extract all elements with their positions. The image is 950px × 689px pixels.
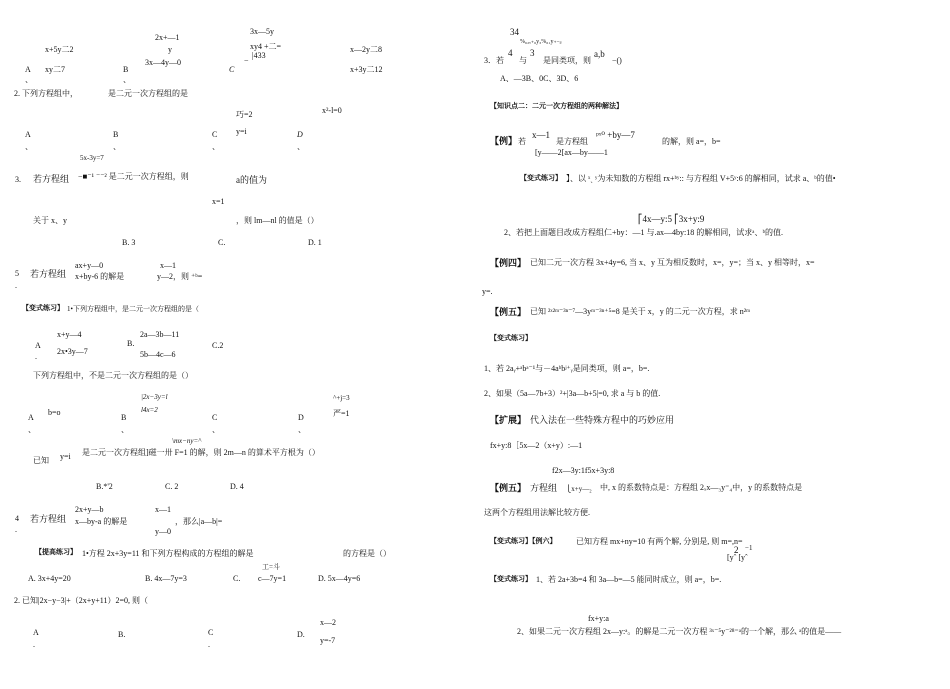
adv-opt-d: D. 5x—4y=6 (318, 574, 361, 583)
q1-opt-a-dot: 、 (25, 75, 33, 84)
q2b-d-eq1: x—2 (320, 618, 336, 627)
ex1-b-eq1: 2a—3b—11 (140, 330, 180, 339)
ex-main-label: 【例】 (490, 136, 518, 146)
known-mx: \mx−ny=^ (172, 437, 202, 445)
q1-opt-b-eq2: 3x—4y—0 (145, 58, 181, 67)
qnot-a-eq: b=o (48, 408, 61, 417)
qnot-d-dot: 、 (298, 425, 306, 434)
adv-opt-a: A. 3x+4y=20 (28, 574, 71, 583)
q3-opt-c: C. (218, 238, 226, 247)
kp2-label: 【知识点二：二元一次方程组的两种解法】 (490, 103, 623, 110)
ex6-text: 已知方程 mx+ny=10 有两个解, 分别是, 则 m=,n= (576, 537, 743, 546)
qnot-d-eq1: ^+j=3 (333, 394, 350, 402)
last-text: 2、如果二元一次方程组 2x—y:ᵃ。的解是二元一次方程 ³ˣ⁻⁵y⁻²⁸⁼ᵃ的一个解，那么 ᵃ的值是—— (517, 627, 842, 636)
known-text: 是二元一次方程组]磁一卅 F=1 的解，则 2m—n 的算术平方根为（） (82, 448, 320, 457)
q3-then: ，则 lm—nl 的值是（） (236, 216, 319, 225)
q3-stem: 若方程组 (33, 174, 70, 184)
ex5b-rest: 中, x 的系数特点是：方程组 2ₓx—₃y⁼₄中，y 的系数特点是 (600, 483, 803, 492)
q3-x-eq: x=1 (212, 197, 225, 206)
qnot-a-dot: 、 (28, 425, 36, 434)
q2b-d: D. (297, 630, 305, 639)
q1-opt-a-eq2: xy二7 (45, 65, 65, 74)
vp1-text: 】、以 ˣˏ ʸ为未知数的方程组 rx+ᵇʸ:: 与方程组 V+5ʸ:6 的解相同，试求 a、ᵇ的值• (566, 174, 836, 183)
qnot-d: D (298, 413, 304, 422)
ex1-c-label: C.2 (212, 341, 224, 350)
rq3-num: 3．若 (484, 56, 504, 65)
q1-opt-c-minus: − (244, 56, 249, 65)
ex1-a-eq1: x+y—4 (57, 330, 82, 339)
q5-sol2: y—2，则 ⁺ᵇ= (157, 272, 203, 281)
q3-tail: a的值为 (236, 175, 267, 185)
q1-opt-d-eq1: x—2y二8 (350, 45, 382, 54)
rq3-same: 是同类项，则 (543, 56, 591, 65)
rq3-top1: 34 (510, 27, 519, 37)
ex-main-mid2: ᵖˣ⁰ +by—7 (596, 130, 635, 140)
ex1-b-eq2: 5b—4c—6 (140, 350, 176, 359)
q1-opt-c-eq1: 3x—5y (250, 27, 274, 36)
qnot-b-dot: 、 (121, 425, 129, 434)
ex-main-mid: x—1 (532, 130, 550, 140)
q2-opt-c-top: 巧=2 (236, 110, 253, 119)
q2-opt-a-dot: 、 (25, 142, 33, 151)
q2b-text: 2. 已知|2x−y−3|+（2x+y+11）2=0, 则（ (14, 596, 148, 605)
vp3-label: 【变式练习】 (490, 335, 532, 342)
q5-sol1: x—1 (160, 261, 176, 270)
q2-opt-b: B (113, 130, 119, 139)
q1-opt-b-dot: 、 (123, 75, 131, 84)
ex6-frac-r: −1 (745, 544, 753, 552)
q4-tail: ，那么|a—b|= (175, 517, 223, 526)
adv-opt-c: C. (233, 574, 241, 583)
qnot-b-eq2: l4x=2 (141, 406, 158, 414)
q2-stem-a: 2. 下列方程组中， (14, 89, 78, 98)
known-opt-d: D. 4 (230, 482, 244, 491)
vp2-sys: ⎡4x—y:5 ⎡3x+y:9 (638, 214, 705, 224)
q2b-d-eq2: y=-7 (320, 636, 336, 645)
ex-main-text2: 是方程组 (556, 137, 588, 146)
q4-sol1: x—1 (155, 505, 171, 514)
q4-eq1: 2x+y—b (75, 505, 104, 514)
ex4-text: 已知二元一次方程 3x+4y=6, 当 x、y 互为相反数时，x=，y=；当 x、y 相等时，x= (530, 258, 815, 267)
q1-opt-c-eq2: xy4 +二= (250, 42, 282, 51)
q5-number: 5 (15, 269, 19, 278)
q1-opt-b-mid: y (168, 45, 172, 54)
ex5b-label: 【例五】 (490, 483, 527, 493)
known-opt-b: B.*'2 (96, 482, 113, 491)
q2-opt-a: A (25, 130, 31, 139)
ex1-b-label: B. (127, 339, 135, 348)
ex6-y-part: [yˆ [yˆ (727, 553, 748, 562)
r2-text: 2、如果（5a—7b+3）²+|3a—b+5|=0, 求 a 与 b 的值. (484, 389, 661, 398)
q2b-b: B. (118, 630, 126, 639)
known-yi: y=i (60, 452, 71, 461)
ex-main-sub: [y——2[ax—by——1 (535, 148, 608, 157)
q4-stem: 若方程组 (30, 514, 67, 524)
q1-opt-a-label: A (25, 65, 31, 74)
q2b-a-dot: . (33, 640, 35, 649)
q2-opt-c: C (212, 130, 218, 139)
ex5b-text: 方程组 (530, 483, 558, 493)
q5-eq1: ax+y—0 (75, 261, 104, 270)
ex1-text: 1•下列方程组中，是二元一次方程组的是（ (67, 305, 199, 313)
rq3-ab: a,b (594, 49, 605, 59)
vp4-text: 1、若 2a+3b=4 和 3a—b=—5 能同时成立，则 a=，b=. (536, 575, 722, 584)
q3-fragment: −■⁻¹ ⁻⁻² 是二元一次方程组，则 (78, 172, 189, 181)
ex-main-text1: 若 (518, 137, 526, 146)
adv-c-top: 工=斗 (262, 563, 280, 571)
adv-tail: 的方程是（） (343, 549, 391, 558)
ex-main-text3: 的解，则 a=，b= (662, 137, 721, 146)
rq3-with: 与 (519, 56, 527, 65)
adv-opt-b: B. 4x—7y=3 (145, 574, 187, 583)
ext-text: 代入法在一些特殊方程中的巧妙应用 (530, 415, 675, 425)
qnot-stem: 下列方程组中，不是二元一次方程组的是（） (33, 371, 193, 380)
q2b-c-dot: . (208, 640, 210, 649)
q1-opt-c-label: C (229, 65, 235, 74)
q2-opt-d-dot: 、 (297, 142, 305, 151)
q5-stem: 若方程组 (30, 269, 67, 279)
q1-opt-b-eq1: 2x+—1 (155, 33, 180, 42)
known-prefix: 已知 (33, 456, 49, 465)
q4-dot: . (15, 525, 17, 534)
qnot-a: A (28, 413, 34, 422)
rq3-top2: %₆₂ₓ₊₆y₃%₆₁y₊₋ᵦ (520, 39, 562, 45)
q2-opt-c-dot: 、 (212, 142, 220, 151)
q2-opt-c-mid: y=i (236, 127, 247, 136)
q5-eq2: x+by-6 的解是 (75, 272, 125, 281)
q2-stem-b: 是二元一次方程组的是 (108, 89, 188, 98)
ex1-a-label: A (35, 341, 41, 350)
ex5b-eq: ⎩x+y—₂ (566, 485, 592, 493)
vp2-text: 2、若把上面题目改成方程组仁+by：—1 与.ax—4by:18 的解相同，试求ᵃ、ᵇ的值. (504, 228, 783, 237)
q2-opt-d-top: x²-l=0 (322, 106, 342, 115)
q2b-a: A (33, 628, 39, 637)
qnot-c: C (212, 413, 218, 422)
sub-eq2: f2x—3y:1f5x+3y:8 (552, 466, 615, 475)
rq3-three: 3 (530, 48, 535, 58)
ext-label: 【扩展】 (490, 415, 527, 425)
adv-label: 【提高练习】 (35, 549, 77, 556)
ex1-a-dot: . (35, 352, 37, 361)
ex5b-line2: 这两个方程组用法解比较方便. (484, 508, 590, 517)
q4-eq2: x—by-a 的解是 (75, 517, 128, 526)
q3-number: 3. (15, 175, 21, 184)
q5-dot: . (15, 281, 17, 290)
rq3-four: 4 (508, 48, 513, 58)
adv-opt-c-eq: c—7y=1 (258, 574, 287, 583)
r1-text: 1、若 2aᵧ+ᵃbᵃ⁻¹与－4aᵇbʲ⁺ᵧ是同类项，则 a=，b=. (484, 364, 650, 373)
qnot-c-dot: 、 (212, 425, 220, 434)
q3-about: 关于 x、y (33, 216, 67, 225)
rq3-options: A、—3B、0C、3D、6 (500, 74, 579, 83)
qnot-b: B (121, 413, 127, 422)
ex6-frac: 2 (734, 545, 739, 555)
qnot-d-eq2: 严=1 (333, 409, 350, 418)
q1-opt-c-eq3: |433 (252, 51, 266, 60)
ex1-a-eq2: 2x•3y—7 (57, 347, 88, 356)
rq3-tail: −() (612, 56, 622, 65)
q3-formula: 5x-3y=7 (80, 154, 104, 162)
adv-text: 1•方程 2x+3y=11 和下列方程构成的方程组的解是 (82, 549, 254, 558)
q4-sol2: y—0 (155, 527, 171, 536)
ex1-label: 【变式练习】 (22, 305, 64, 312)
ex6-label: 【变式练习】【例六】 (490, 538, 557, 545)
ex4-label: 【例四】 (490, 258, 527, 268)
ex5-label: 【例五】 (490, 307, 527, 317)
vp4-label: 【变式练习】 (490, 576, 532, 583)
vp1-label: 【变式练习】 (520, 175, 562, 182)
q2-opt-d: D (297, 130, 303, 139)
q3-opt-b: B. 3 (122, 238, 136, 247)
ex4-y: y=. (482, 287, 493, 296)
q3-opt-d: D. 1 (308, 238, 322, 247)
ex5-text: 已知 ²ˣ²ᵐ⁻³ⁿ⁻⁷—3yᵐ⁻³ⁿ⁺⁵=8 是关于 x，y 的二元一次方程，求 n²ᵐ (530, 307, 751, 316)
last-sys: fx+y:a (588, 614, 609, 623)
known-opt-c: C. 2 (165, 482, 179, 491)
sub-eq1: fx+y:8［5x—2（x+y）:—1 (490, 441, 583, 450)
q2-opt-b-dot: 、 (113, 142, 121, 151)
q1-opt-d-eq2: x+3y二12 (350, 65, 383, 74)
q2b-c: C (208, 628, 214, 637)
q1-opt-a-eq1: x+5y二2 (45, 45, 74, 54)
qnot-b-eq1: |2x−3y=l (141, 393, 168, 401)
q1-opt-b-label: B (123, 65, 129, 74)
q4-number: 4 (15, 514, 19, 523)
